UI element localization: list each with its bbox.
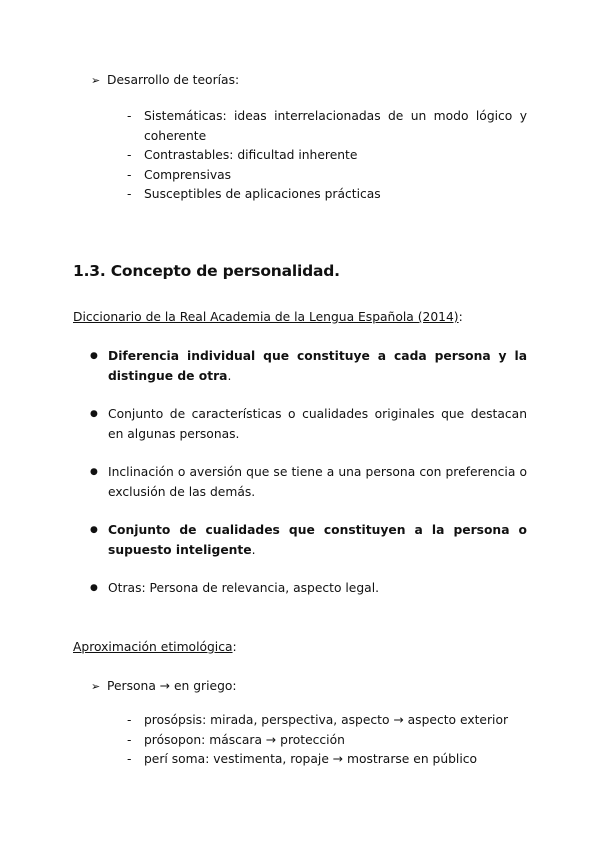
arrow-item-text: Persona → en griego: bbox=[107, 679, 237, 693]
arrow-item-text: Desarrollo de teorías: bbox=[107, 73, 240, 87]
dictionary-source-label: Diccionario de la Real Academia de la Lengua Española (2014) bbox=[73, 310, 459, 324]
dash-bullet-icon: - bbox=[127, 148, 132, 162]
list-item: ● Inclinación o aversión que se tiene a una persona con preferencia o exclusión de las demás. bbox=[90, 463, 527, 502]
dash-bullet-icon: - bbox=[127, 713, 132, 727]
filled-circle-bullet-icon: ● bbox=[90, 525, 98, 535]
list-item: - Comprensivas bbox=[127, 166, 527, 186]
list-item: - Sistemáticas: ideas interrelacionadas de un modo lógico y coherente bbox=[127, 107, 527, 146]
etymology-sublist bbox=[127, 711, 527, 770]
dictionary-subheading: Diccionario de la Real Academia de la Lengua Española (2014): bbox=[73, 310, 463, 324]
list-item: - prosópsis: mirada, perspectiva, aspecto → aspecto exterior bbox=[127, 711, 527, 731]
dash-bullet-icon: - bbox=[127, 109, 132, 123]
dash-bullet-icon: - bbox=[127, 167, 132, 182]
arrow-list-item bbox=[91, 71, 239, 91]
filled-circle-bullet-icon: ● bbox=[90, 467, 98, 477]
etymology-label: Aproximación etimológica bbox=[73, 640, 233, 654]
filled-circle-bullet-icon: ● bbox=[90, 351, 98, 361]
list-item: - Susceptibles de aplicaciones prácticas bbox=[127, 185, 527, 205]
filled-circle-bullet-icon: ● bbox=[90, 409, 98, 419]
arrow-list-item bbox=[91, 677, 237, 697]
definition-list bbox=[90, 347, 527, 618]
etymology-subheading: Aproximación etimológica: bbox=[73, 640, 237, 654]
list-item: ● Conjunto de cualidades que constituyen a la persona o supuesto inteligente. bbox=[90, 521, 527, 560]
dash-bullet-icon: - bbox=[127, 187, 132, 201]
list-item: - Contrastables: dificultad inherente bbox=[127, 146, 527, 166]
arrowhead-bullet-icon: ➢ bbox=[91, 680, 101, 693]
arrowhead-bullet-icon: ➢ bbox=[91, 74, 101, 87]
list-item: - perí soma: vestimenta, ropaje → mostrarse en público bbox=[127, 750, 527, 770]
filled-circle-bullet-icon: ● bbox=[90, 583, 98, 593]
list-item: ● Conjunto de características o cualidades originales que destacan en algunas personas. bbox=[90, 405, 527, 444]
dash-bullet-icon: - bbox=[127, 732, 132, 747]
section-heading: 1.3. Concepto de personalidad. bbox=[73, 262, 340, 280]
theory-sublist bbox=[127, 107, 527, 205]
list-item: ● Otras: Persona de relevancia, aspecto legal. bbox=[90, 579, 527, 599]
list-item: ● Diferencia individual que constituye a cada persona y la distingue de otra. bbox=[90, 347, 527, 386]
dash-bullet-icon: - bbox=[127, 752, 132, 766]
list-item: - prósopon: máscara → protección bbox=[127, 731, 527, 751]
